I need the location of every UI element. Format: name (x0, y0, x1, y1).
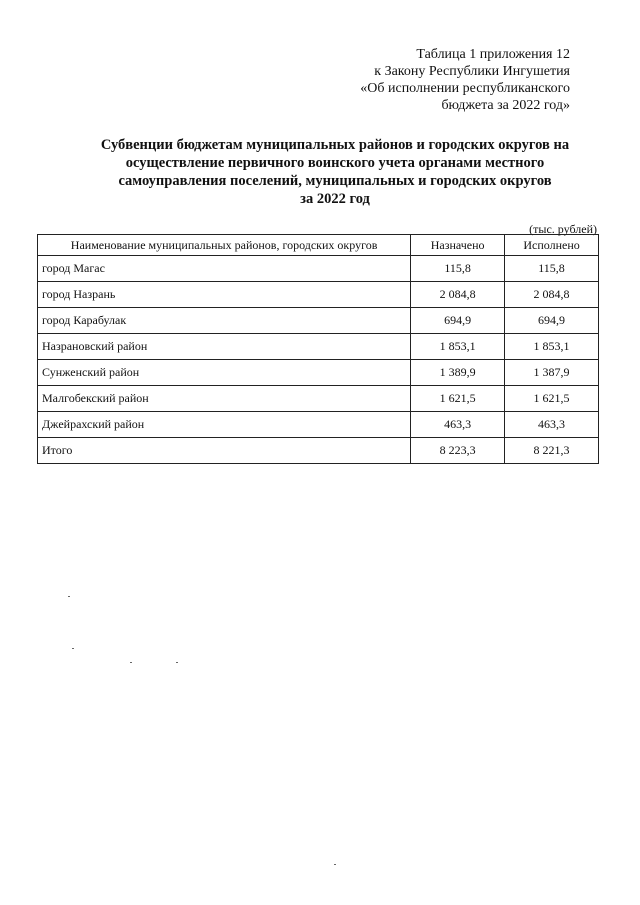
row-executed-cell: 2 084,8 (505, 282, 599, 308)
row-name-cell: город Назрань (38, 282, 411, 308)
row-name-cell: Малгобекский район (38, 386, 411, 412)
row-assigned-cell: 2 084,8 (411, 282, 505, 308)
table-row (38, 308, 599, 334)
subventions-table (37, 234, 599, 464)
appendix-header-line: «Об исполнении республиканского (360, 81, 570, 96)
table-row (38, 412, 599, 438)
units-note: (тыс. рублей) (529, 222, 597, 236)
table-row (38, 360, 599, 386)
row-assigned-cell: 1 621,5 (411, 386, 505, 412)
scan-speck (334, 864, 336, 865)
row-executed-cell: 1 621,5 (505, 386, 599, 412)
row-executed-cell: 115,8 (505, 256, 599, 282)
scan-speck (72, 648, 74, 649)
row-name-cell: Итого (38, 438, 411, 464)
appendix-header (330, 46, 570, 114)
title-line: за 2022 год (300, 191, 370, 207)
row-assigned-cell: 1 389,9 (411, 360, 505, 386)
row-assigned-cell: 115,8 (411, 256, 505, 282)
appendix-header-line: к Закону Республики Ингушетия (374, 64, 570, 79)
row-executed-cell: 1 853,1 (505, 334, 599, 360)
document-title (70, 136, 600, 208)
table-row (38, 256, 599, 282)
table-body (38, 256, 599, 464)
row-name-cell: Сунженский район (38, 360, 411, 386)
row-assigned-cell: 694,9 (411, 308, 505, 334)
table-row (38, 334, 599, 360)
row-executed-cell: 463,3 (505, 412, 599, 438)
column-header-name: Наименование муниципальных районов, городских округов (38, 235, 411, 256)
row-name-cell: город Магас (38, 256, 411, 282)
row-name-cell: Назрановский район (38, 334, 411, 360)
row-executed-cell: 1 387,9 (505, 360, 599, 386)
table-row (38, 386, 599, 412)
row-assigned-cell: 463,3 (411, 412, 505, 438)
row-name-cell: город Карабулак (38, 308, 411, 334)
scan-speck (176, 662, 178, 663)
table-row (38, 282, 599, 308)
title-line: осуществление первичного воинского учета органами местного (125, 155, 545, 171)
table-header-row (38, 235, 599, 256)
row-name-cell: Джейрахский район (38, 412, 411, 438)
scan-speck (130, 662, 132, 663)
row-executed-cell: 8 221,3 (505, 438, 599, 464)
row-assigned-cell: 1 853,1 (411, 334, 505, 360)
table-row (38, 438, 599, 464)
appendix-header-line: Таблица 1 приложения 12 (416, 47, 570, 62)
appendix-header-line: бюджета за 2022 год» (441, 98, 570, 113)
row-assigned-cell: 8 223,3 (411, 438, 505, 464)
title-line: Субвенции бюджетам муниципальных районов и городских округов на (100, 137, 570, 153)
scan-speck (68, 596, 70, 597)
row-executed-cell: 694,9 (505, 308, 599, 334)
title-line: самоуправления поселений, муниципальных и городских округов (118, 173, 552, 189)
column-header-executed: Исполнено (505, 235, 599, 256)
column-header-assigned: Назначено (411, 235, 505, 256)
